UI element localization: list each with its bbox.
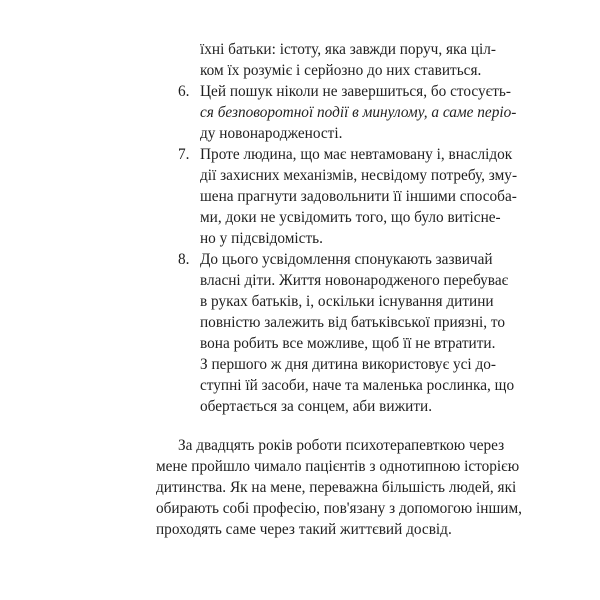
list-item-line: но у підсвідомість. [200,230,323,247]
list-item-line: шена прагнути задовольнити її іншими способа- [200,188,517,205]
list-item-line: вона робить все можливе, щоб її не втратити. [200,335,496,352]
list-item-line: ся безповоротної події в минулому, а саме періо- [200,104,517,121]
list-item-line: ком їх розуміє і серйозно до них ставиться. [200,62,482,79]
list-item-line: ми, доки не усвідомить того, що було витісне- [200,209,501,226]
list-item-line: ду новонародженості. [200,125,343,142]
list-item-line: в руках батьків, і, оскільки існування дитини [200,293,494,310]
list-item-line: До цього усвідомлення спонукають зазвичай [200,251,493,268]
list-item-line: дії захисних механізмів, несвідому потребу, зму- [200,167,518,184]
list-item-line: Цей пошук ніколи не завершиться, бо стосуєть- [200,83,511,100]
list-item-line: власні діти. Життя новонародженого перебуває [200,272,509,289]
list-item-line: обертається за сонцем, аби вижити. [200,398,433,415]
list-number: 7. [178,146,190,163]
list-item-line: Проте людина, що має невтамовану і, внаслідок [200,146,513,163]
list-number: 8. [178,251,190,268]
paragraph-line: дитинства. Як на мене, переважна більшість людей, які [156,479,517,496]
paragraph-line: За двадцять років роботи психотерапевткою через [178,437,505,454]
paragraph-line: обирають собі професію, пов'язану з допомогою іншим, [156,500,522,517]
list-item-line: повністю залежить від батьківської приязні, то [200,314,506,331]
list-number: 6. [178,83,190,100]
paragraph-line: мене пройшло чимало пацієнтів з однотипною історією [156,458,520,475]
list-item-line: З першого ж дня дитина використовує усі до- [200,356,497,373]
list-item-line: їхні батьки: істоту, яка завжди поруч, яка ціл- [200,41,497,58]
paragraph-line: проходять саме через такий життєвий досвід. [156,521,452,538]
list-item-line: ступні їй засоби, наче та маленька рослинка, що [200,377,515,394]
